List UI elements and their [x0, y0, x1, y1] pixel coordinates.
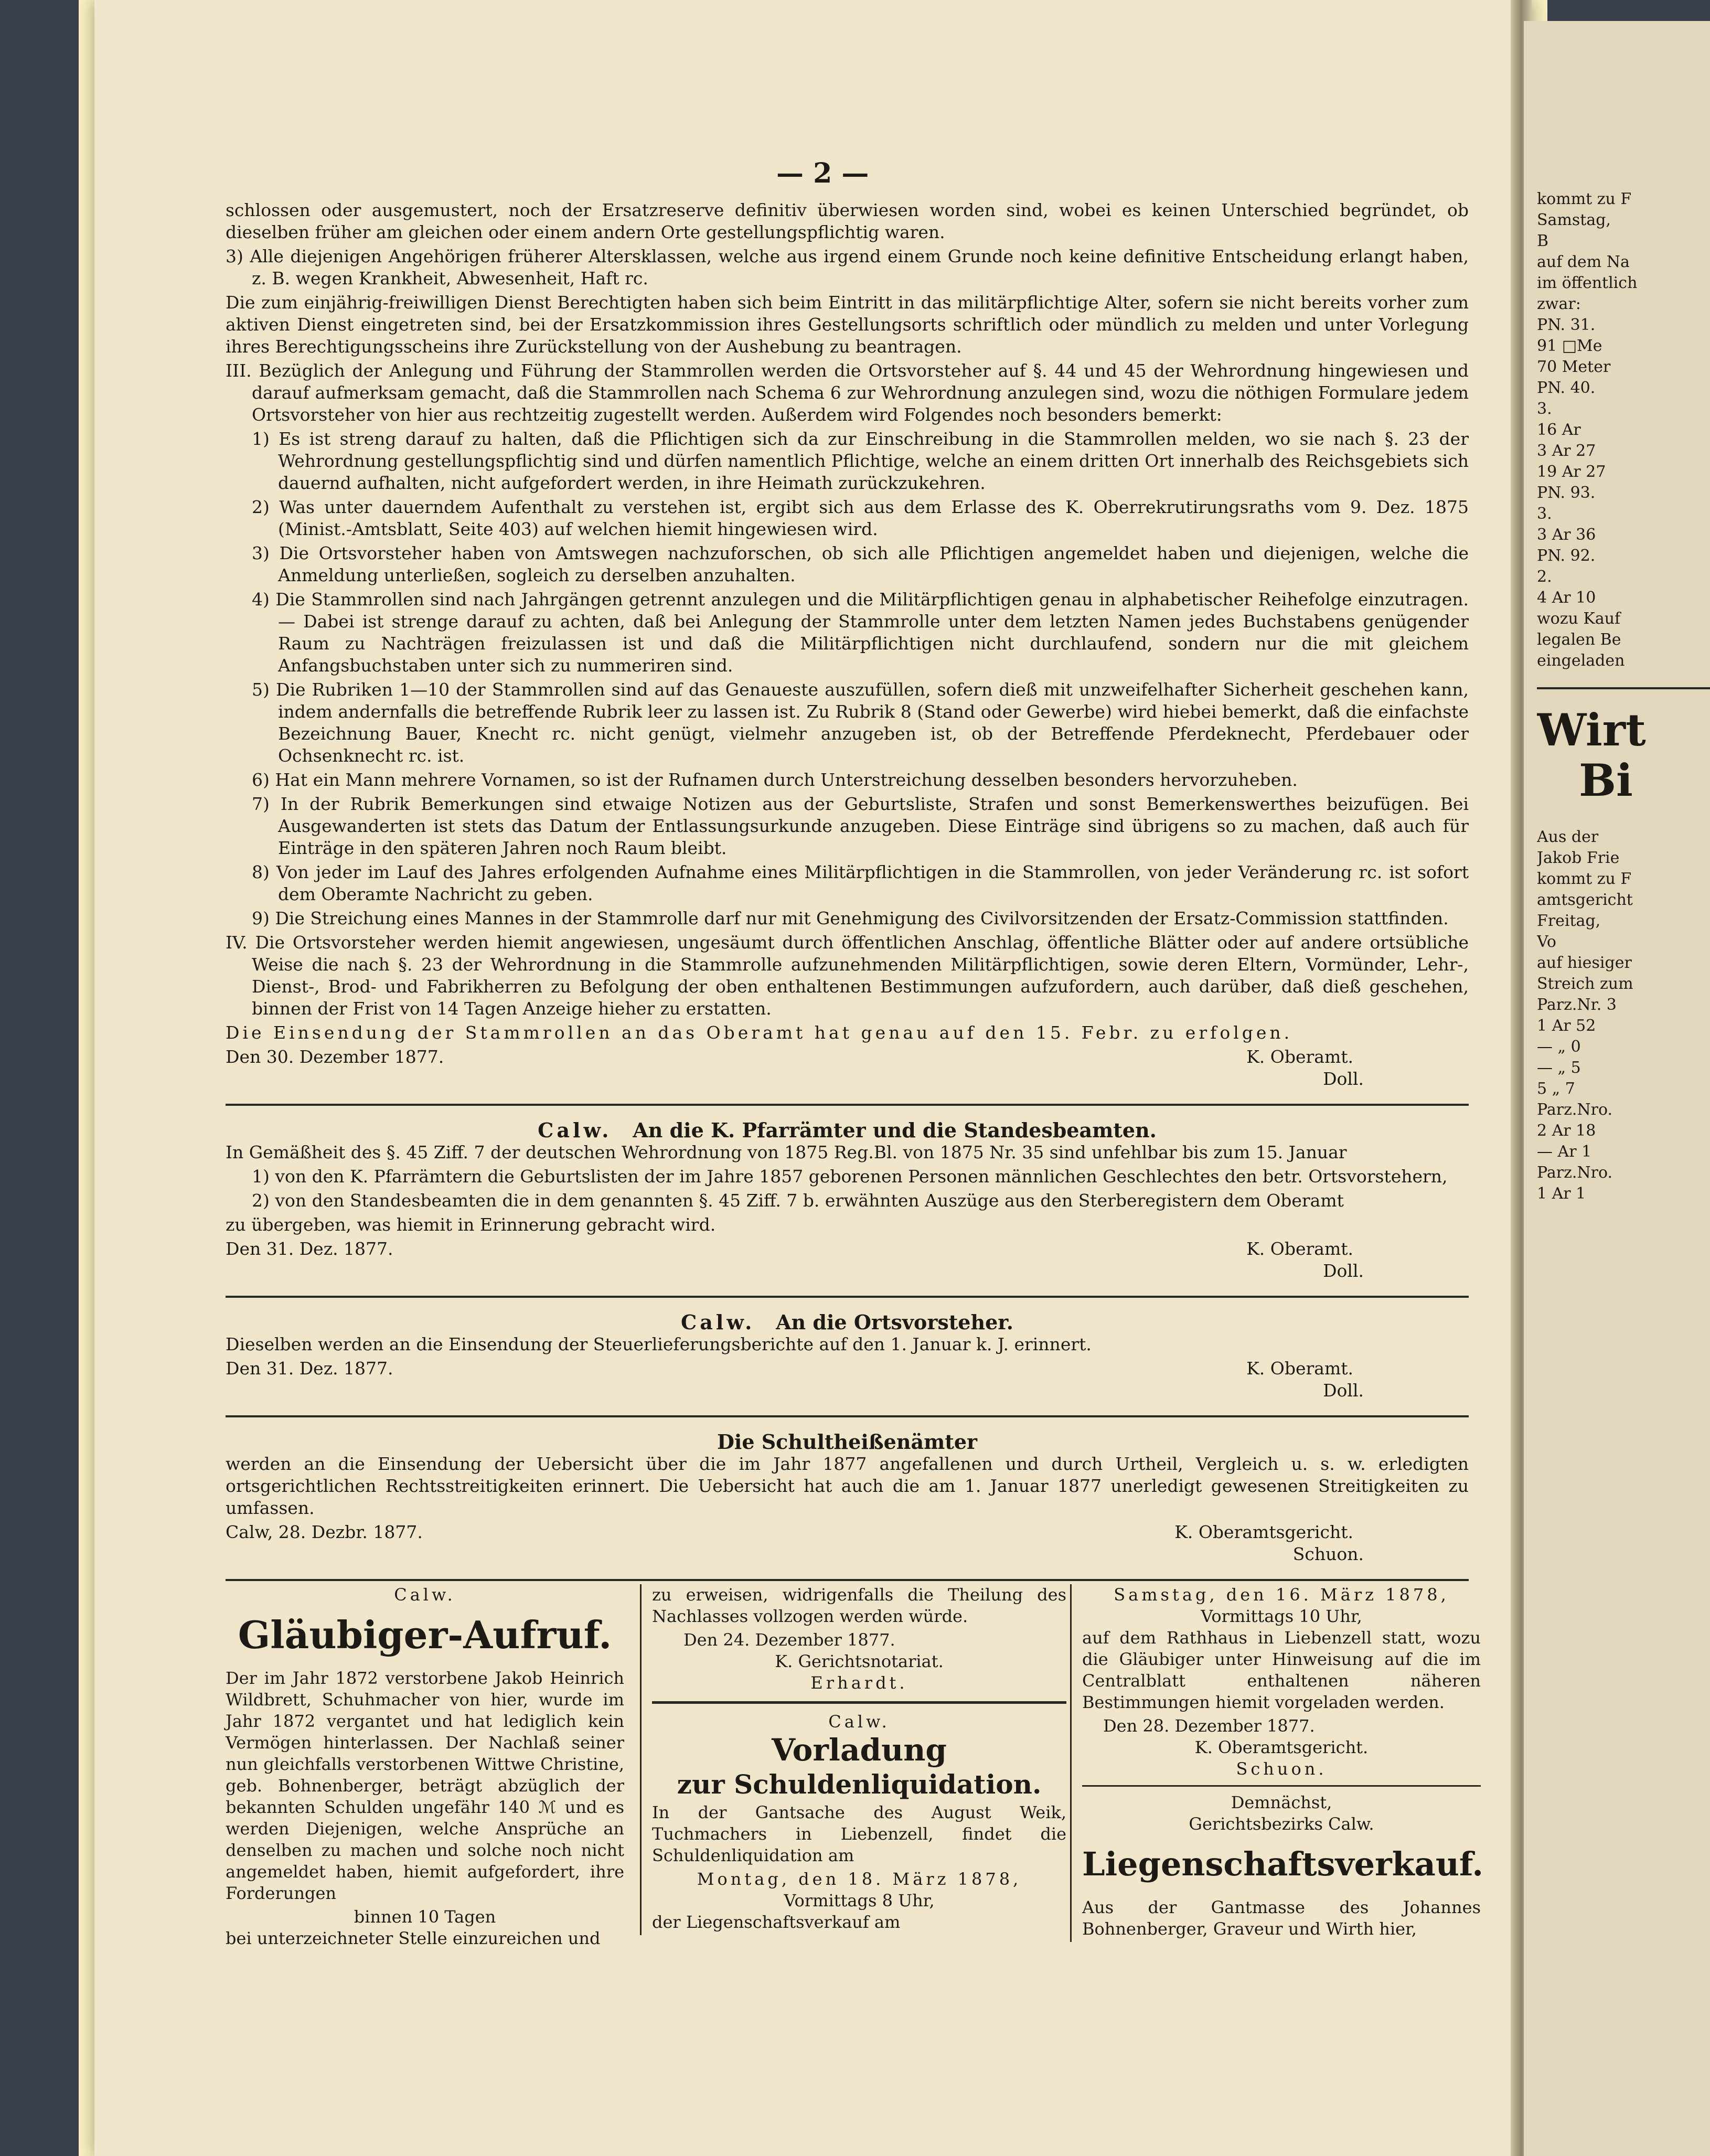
point: 2) Was unter dauerndem Aufenthalt zu verstehen ist, ergibt sich aus dem Erlasse des K. Oberrekrutirungsraths vom 9. Dez. 1875 (Minist.-Amtsblatt, Seite 403) auf welchen hiemit hingewiesen wird. — [252, 497, 1469, 539]
adjacent-line: 1 Ar 52 — [1537, 1017, 1596, 1035]
adjacent-line: 91 □Me — [1537, 337, 1602, 355]
adjacent-line: wozu Kauf — [1537, 610, 1621, 628]
adjacent-line: eingeladen — [1537, 652, 1625, 670]
ad-tail: der Liegenschaftsverkauf am — [652, 1912, 901, 1932]
signature-name: Schuon. — [1292, 1544, 1364, 1564]
adjacent-line: 3 Ar 36 — [1537, 526, 1596, 544]
adjacent-line: 3 Ar 27 — [1537, 442, 1596, 460]
adjacent-line: 5 „ 7 — [1537, 1080, 1575, 1098]
ad-text: zu erweisen, widrigenfalls die Theilung des Nachlasses vollzogen werden würde. — [652, 1585, 1066, 1626]
signature-office: K. Oberamt. — [1246, 1239, 1353, 1259]
ad-date: Den 24. Dezember 1877. — [683, 1630, 895, 1650]
adjacent-line: — Ar 1 — [1537, 1143, 1592, 1161]
signature-name: Doll. — [1323, 1261, 1364, 1281]
adjacent-line: PN. 93. — [1537, 484, 1596, 502]
adjacent-line: Freitag, — [1537, 912, 1601, 930]
signature-name: Doll. — [1323, 1380, 1364, 1401]
notice-place: Calw. — [680, 1310, 755, 1334]
ad-time: Vormittags 8 Uhr, — [784, 1891, 935, 1910]
adjacent-line: auf dem Na — [1537, 253, 1630, 271]
adjacent-line: Vo — [1537, 933, 1556, 951]
page-number: — 2 — — [776, 157, 869, 189]
adjacent-line: Parz.Nro. — [1537, 1101, 1613, 1119]
adjacent-line: im öffentlich — [1537, 274, 1638, 292]
adjacent-line: PN. 31. — [1537, 316, 1596, 334]
ad-date: Den 28. Dezember 1877. — [1103, 1716, 1315, 1736]
adjacent-line: 4 Ar 10 — [1537, 589, 1596, 607]
point: 3) Die Ortsvorsteher haben von Amtswegen nachzuforschen, ob sich alle Pflichtigen angemeldet haben und diejenigen, welche die Anmeldung unterließen, sogleich zu derselben anzuhalten. — [252, 543, 1469, 585]
ad-district: Gerichtsbezirks Calw. — [1189, 1814, 1374, 1834]
adjacent-line: — „ 0 — [1537, 1038, 1581, 1056]
adjacent-line: 2 Ar 18 — [1537, 1122, 1596, 1140]
adjacent-line: PN. 40. — [1537, 379, 1596, 397]
section-iii: III. Bezüglich der Anlegung und Führung der Stammrollen werden die Ortsvorsteher auf §. 44 und 45 der Wehrordnung hingewiesen und darauf aufmerksam gemacht, daß die Stammrollen nach Schema 6 zur Wehrordnung anzulegen sind, wozu die nöthigen Formulare jedem Ortsvorsteher von hier aus rechtzeitig zugestellt werden. Außerdem wird Folgendes noch besonders bemerkt: — [226, 360, 1469, 425]
section-iv: IV. Die Ortsvorsteher werden hiemit angewiesen, ungesäumt durch öffentlichen Anschlag, öffentliche Blätter oder auf andere ortsübliche Weise die nach §. 23 der Wehrordnung in die Stammrolle aufzunehmenden Militärpflichtigen, sowie deren Eltern, Vormünder, Lehr-, Dienst-, Brod- und Fabrikherren zu Befolgung der oben enthaltenen Bestimmungen aufzufordern, auch darüber, daß dieß geschehen, binnen der Frist von 14 Tagen Anzeige hieher zu erstatten. — [226, 932, 1469, 1019]
ad-deadline: binnen 10 Tagen — [354, 1907, 496, 1927]
main-text — [226, 199, 1469, 1595]
adjacent-line: zwar: — [1537, 295, 1581, 313]
item-3: 3) Alle diejenigen Angehörigen früherer Altersklassen, welche aus irgend einem Grunde noch keine definitive Entscheidung erlangt haben, z. B. wegen Krankheit, Abwesenheit, Haft rc. — [226, 246, 1469, 289]
adjacent-line: legalen Be — [1537, 631, 1621, 649]
ad-subtitle: zur Schuldenliquidation. — [677, 1769, 1042, 1800]
notice-title: Die Schultheißenämter — [717, 1430, 978, 1454]
signature-office: K. Oberamt. — [1246, 1358, 1353, 1379]
point: 6) Hat ein Mann mehrere Vornamen, so ist der Rufnamen durch Unterstreichung desselben besonders hervorzuheben. — [252, 770, 1298, 790]
intro-text: schlossen oder ausgemustert, noch der Ersatzreserve definitiv überwiesen worden sind, wobei es keinen Unterschied begründet, ob dieselben früher am gleichen oder einem andern Orte gestellungspflichtig waren. — [226, 200, 1469, 242]
signature-office: K. Oberamt. — [1246, 1047, 1353, 1067]
adjacent-line: 70 Meter — [1537, 358, 1611, 376]
adjacent-line: Parz.Nr. 3 — [1537, 996, 1617, 1014]
ad-place: Calw. — [828, 1712, 890, 1732]
ad-title: Liegenschaftsverkauf. — [1082, 1845, 1483, 1883]
ad-name: Erhardt. — [810, 1673, 908, 1693]
signature-name: Doll. — [1323, 1069, 1364, 1089]
ad-office: K. Gerichtsnotariat. — [775, 1651, 944, 1671]
ad-text: In der Gantsache des August Weik, Tuchmachers in Liebenzell, findet die Schuldenliquidation am — [652, 1802, 1066, 1865]
point: 9) Die Streichung eines Mannes in der Stammrolle darf nur mit Genehmigung des Civilvorsitzenden der Ersatz-Commission stattfinden. — [252, 908, 1449, 928]
divider — [226, 1296, 1469, 1298]
signature-date: Den 30. Dezember 1877. — [226, 1047, 444, 1067]
divider — [1537, 687, 1710, 689]
ad-title: Vorladung — [772, 1732, 947, 1768]
einjaehrig-text: Die zum einjährig-freiwilligen Dienst Berechtigten haben sich beim Eintritt in das militärpflichtige Alter, sofern sie nicht bereits vorher zum aktiven Dienst eingetreten sind, bei der Ersatzkommission ihres Gestellungsorts schriftlich oder mündlich zu melden und unter Vorlegung ihres Berechtigungsscheins ihre Zurückstellung von der Aushebung zu beantragen. — [226, 292, 1469, 357]
point: 1) Es ist streng darauf zu halten, daß die Pflichtigen sich da zur Einschreibung in die Stammrollen melden, wo sie nach §. 23 der Wehrordnung gestellungspflichtig sind und dürfen namentlich Pflichtige, welche an einem dritten Ort innerhalb des Reichsgebiets sich dauernd aufhalten, nicht aufgefordert werden, in ihre Heimath zurückzukehren. — [252, 429, 1469, 493]
adjacent-line: B — [1537, 232, 1549, 250]
adjacent-line: kommt zu F — [1537, 870, 1632, 888]
point: 7) In der Rubrik Bemerkungen sind etwaige Notizen aus der Geburtsliste, Strafen und sonst Bemerkenswerthes beizufügen. Bei Ausgewanderten ist stets das Datum der Entlassungsurkunde anzugeben. Diese Einträge sind übrigens so zu machen, daß auch für Einträge in den späteren Jahren noch Raum bleibt. — [252, 794, 1469, 858]
adjacent-line: 3. — [1537, 400, 1552, 418]
notice-title: An die K. Pfarrämter und die Standesbeamten. — [633, 1118, 1157, 1142]
notice-text: werden an die Einsendung der Uebersicht über die im Jahr 1877 angefallenen und durch Urtheil, Vergleich u. s. w. erledigten ortsgerichtlichen Rechtsstreitigkeiten erinnert. Die Uebersicht hat auch die am 1. Januar 1877 unerledigt gewesenen Streitigkeiten zu umfassen. — [226, 1454, 1469, 1518]
signature-date: Calw, 28. Dezbr. 1877. — [226, 1522, 423, 1542]
adjacent-line: Aus der — [1537, 828, 1599, 846]
section-iv-deadline: Die Einsendung der Stammrollen an das Oberamt hat genau auf den 15. Febr. zu erfolgen. — [226, 1022, 1293, 1043]
ad-day: Montag, den 18. März 1878, — [697, 1869, 1022, 1889]
adjacent-line: — „ 5 — [1537, 1059, 1581, 1077]
notice-text: Dieselben werden an die Einsendung der Steuerlieferungsberichte auf den 1. Januar k. J. erinnert. — [226, 1334, 1092, 1354]
adjacent-line: 16 Ar — [1537, 421, 1581, 439]
ad-soon: Demnächst, — [1231, 1792, 1332, 1812]
adjacent-line: Jakob Frie — [1537, 849, 1620, 867]
notice-title: An die Ortsvorsteher. — [776, 1310, 1014, 1334]
adjacent-line: amtsgericht — [1537, 891, 1633, 909]
ad-title: Gläubiger-Aufruf. — [238, 1613, 612, 1657]
divider — [226, 1579, 1469, 1581]
notice-tail: zu übergeben, was hiemit in Erinnerung gebracht wird. — [226, 1214, 716, 1235]
ad-time: Vormittags 10 Uhr, — [1201, 1606, 1362, 1626]
adjacent-page-text — [1537, 189, 1710, 1204]
point: 8) Von jeder im Lauf des Jahres erfolgenden Aufnahme eines Militärpflichtigen in die Stammrollen, von jeder Veränderung rc. ist sofort dem Oberamte Nachricht zu geben. — [252, 862, 1469, 904]
notice-item: 2) von den Standesbeamten die in dem genannten §. 45 Ziff. 7 b. erwähnten Auszüge aus den Sterberegistern dem Oberamt — [252, 1190, 1344, 1211]
point: 5) Die Rubriken 1—10 der Stammrollen sind auf das Genaueste auszufüllen, sofern dieß mit unzweifelhafter Sicherheit geschehen kann, indem andernfalls die betreffende Rubrik leer zu lassen ist. Zu Rubrik 8 (Stand oder Gewerbe) wird hiebei bemerkt, daß die einfachste Bezeichnung Bauer, Knecht rc. nicht genügt, vielmehr anzugeben ist, ob der Betreffende Pferdeknecht, Pferdebauer oder Ochsenknecht rc. ist. — [252, 679, 1469, 766]
signature-date: Den 31. Dez. 1877. — [226, 1358, 393, 1379]
ad-liegenschaft — [1070, 1584, 1481, 1942]
point: 4) Die Stammrollen sind nach Jahrgängen getrennt anzulegen und die Militärpflichtigen genau in alphabetischer Reihefolge einzutragen. — Dabei ist strenge darauf zu achten, daß bei Anlegung der Stammrolle unter dem letzten Namen jedes Buchstabens genügender Raum zu Nachträgen freizulassen ist und daß die Militärpflichtigen nicht durchlaufend, sondern nur die mit gleichem Anfangsbuchstaben unter sich zu nummeriren sind. — [252, 589, 1469, 676]
notice-item: 1) von den K. Pfarrämtern die Geburtslisten der im Jahre 1857 geborenen Personen männlichen Geschlechtes den betr. Ortsvorstehern, — [252, 1166, 1448, 1187]
ad-glaeubiger — [226, 1584, 624, 1951]
ad-tail: bei unterzeichneter Stelle einzureichen und — [226, 1928, 601, 1948]
adjacent-line: Streich zum — [1537, 975, 1633, 993]
ad-place: Calw. — [394, 1585, 456, 1605]
notice-text: In Gemäßheit des §. 45 Ziff. 7 der deutschen Wehrordnung von 1875 Reg.Bl. von 1875 Nr. 35 sind unfehlbar bis zum 15. Januar — [226, 1142, 1347, 1162]
ad-text: Der im Jahr 1872 verstorbene Jakob Heinrich Wildbrett, Schuhmacher von hier, wurde im Jahr 1872 vergantet und hat lediglich kein Vermögen hinterlassen. Der Nachlaß seiner nun gleichfalls verstorbenen Wittwe Christine, geb. Bohnenberger, beträgt abzüglich der bekannten Schulden ungefähr 140 ℳ und es werden Diejenigen, welche Ansprüche an denselben zu machen und solche noch nicht angemeldet haben, hiemit aufgefordert, ihre Forderungen — [226, 1668, 624, 1903]
ad-text: auf dem Rathhaus in Liebenzell statt, wozu die Gläubiger unter Hinweisung auf die im Centralblatt enthaltenen näheren Bestimmungen hiemit vorgeladen werden. — [1082, 1628, 1481, 1712]
adjacent-line: kommt zu F — [1537, 190, 1632, 208]
adjacent-line: 1 Ar 1 — [1537, 1184, 1586, 1203]
adjacent-line: auf hiesiger — [1537, 954, 1632, 972]
divider — [226, 1104, 1469, 1106]
divider — [652, 1701, 1066, 1704]
ad-columns — [226, 1584, 1483, 2146]
divider — [226, 1415, 1469, 1417]
adjacent-line: Samstag, — [1537, 211, 1611, 229]
ad-office: K. Oberamtsgericht. — [1194, 1737, 1369, 1757]
ad-vorladung — [640, 1584, 1066, 1935]
adjacent-line: 2. — [1537, 568, 1552, 586]
adjacent-line: PN. 92. — [1537, 547, 1596, 565]
ad-name: Schuon. — [1236, 1759, 1327, 1779]
ad-day: Samstag, den 16. März 1878, — [1114, 1585, 1449, 1605]
divider — [1082, 1785, 1481, 1787]
adjacent-line: Parz.Nro. — [1537, 1164, 1613, 1182]
signature-date: Den 31. Dez. 1877. — [226, 1239, 393, 1259]
adjacent-line: 3. — [1537, 505, 1552, 523]
adjacent-title: Wirt — [1537, 704, 1646, 756]
ad-text: Aus der Gantmasse des Johannes Bohnenberger, Graveur und Wirth hier, — [1082, 1897, 1481, 1939]
adjacent-line: 19 Ar 27 — [1537, 463, 1606, 481]
adjacent-subtitle: Bi — [1579, 754, 1633, 806]
signature-office: K. Oberamtsgericht. — [1174, 1522, 1353, 1542]
notice-place: Calw. — [538, 1118, 612, 1142]
